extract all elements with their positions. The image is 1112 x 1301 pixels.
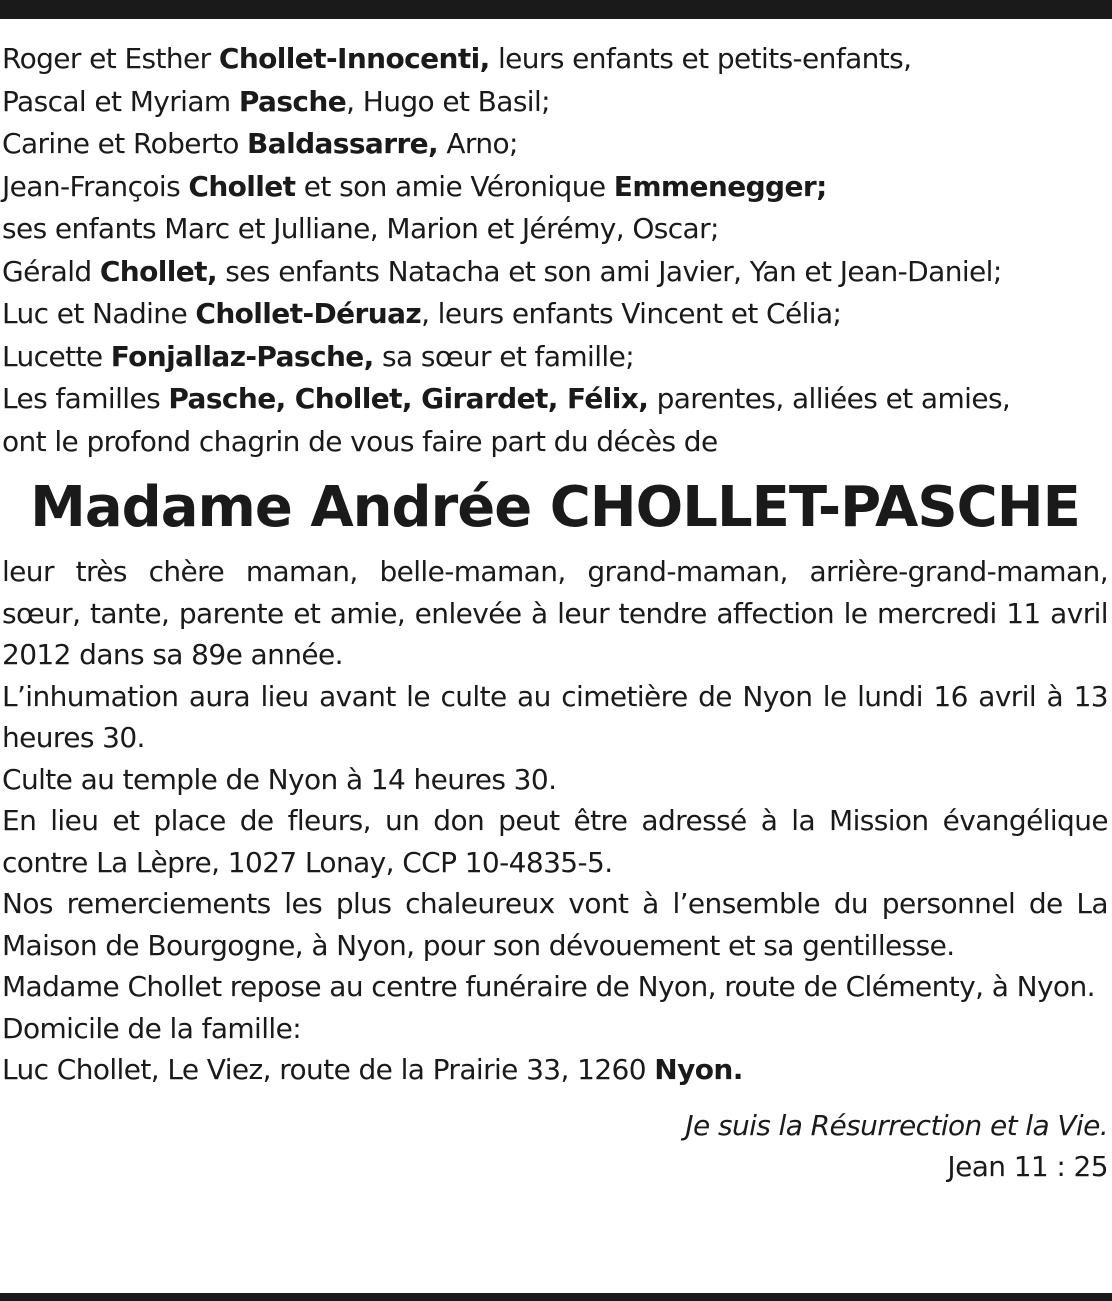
address-text: Luc Chollet, Le Viez, route de la Prairie 33, 1260 bbox=[2, 1053, 655, 1086]
family-name-bold: Chollet, bbox=[99, 254, 217, 288]
family-line-text: Gérald bbox=[2, 254, 100, 288]
obituary-notice bbox=[2, 38, 1108, 1187]
address-city: Nyon. bbox=[654, 1053, 743, 1086]
rest-place-paragraph: Madame Chollet repose au centre funéraire de Nyon, route de Clémenty, à Nyon. bbox=[2, 970, 1095, 1003]
family-name-bold: Chollet-Innocenti, bbox=[218, 42, 490, 75]
family-line bbox=[2, 38, 1108, 81]
family-name-bold: Pasche, Chollet, Girardet, Félix, bbox=[168, 382, 649, 415]
scripture-quote: Je suis la Résurrection et la Vie. bbox=[685, 1108, 1108, 1142]
family-line bbox=[2, 166, 1108, 209]
burial-paragraph: L’inhumation aura lieu avant le culte au cimetière de Nyon le lundi 16 avril à 13 heures 30. bbox=[2, 679, 1108, 754]
family-line-text: Arno; bbox=[438, 127, 518, 160]
family-line bbox=[2, 336, 1108, 379]
family-line bbox=[2, 378, 1108, 421]
family-line bbox=[2, 293, 1108, 336]
family-line bbox=[2, 251, 1108, 294]
top-rule bbox=[0, 0, 1112, 19]
family-line-text: leurs enfants et petits-enfants, bbox=[489, 42, 912, 75]
family-line-text: Les familles bbox=[2, 382, 169, 415]
family-line-text: Lucette bbox=[2, 339, 111, 373]
scripture-reference: Jean 11 : 25 bbox=[947, 1149, 1108, 1183]
family-line-text: Roger et Esther bbox=[2, 42, 219, 75]
family-name-bold: Emmenegger; bbox=[613, 169, 827, 203]
family-line-text: ont le profond chagrin de vous faire part du décès de bbox=[2, 424, 718, 458]
family-name-bold: Fonjallaz-Pasche, bbox=[110, 339, 374, 373]
tribute-paragraph: leur très chère maman, belle-maman, grand-maman, arrière-grand-maman, sœur, tante, parente et amie, enlevée à leur tendre affection le mercredi 11 avril 2012 dans sa 89e année. bbox=[2, 555, 1108, 671]
service-paragraph: Culte au temple de Nyon à 14 heures 30. bbox=[2, 762, 557, 796]
family-line-text: , leurs enfants Vincent et Célia; bbox=[421, 297, 842, 330]
family-name-bold: Baldassarre, bbox=[247, 127, 439, 160]
family-line-text: et son amie Véronique bbox=[295, 169, 614, 203]
family-line-text: Jean-François bbox=[2, 169, 189, 203]
family-address bbox=[2, 1049, 1108, 1091]
family-line-text: ses enfants Marc et Julliane, Marion et Jérémy, Oscar; bbox=[2, 212, 719, 245]
deceased-name: Madame Andrée CHOLLET-PASCHE bbox=[30, 475, 1080, 540]
family-line bbox=[2, 123, 1108, 166]
family-line-text: parentes, alliées et amies, bbox=[648, 382, 1011, 415]
family-line-text: sa sœur et famille; bbox=[373, 339, 635, 373]
family-name-bold: Chollet bbox=[188, 169, 296, 203]
bottom-rule bbox=[0, 1293, 1112, 1301]
family-line bbox=[2, 81, 1108, 124]
family-line-text: Carine et Roberto bbox=[2, 127, 248, 160]
family-name-bold: Chollet-Déruaz bbox=[195, 297, 422, 330]
family-line-text: Pascal et Myriam bbox=[2, 84, 239, 118]
family-domicile-label: Domicile de la famille: bbox=[2, 1011, 302, 1045]
donation-paragraph: En lieu et place de fleurs, un don peut être adressé à la Mission évangélique contre La Lèpre, 1027 Lonay, CCP 10-4835-5. bbox=[2, 804, 1108, 879]
family-line bbox=[2, 421, 1108, 464]
family-line-text: Luc et Nadine bbox=[2, 297, 196, 330]
family-name-bold: Pasche bbox=[238, 84, 347, 118]
family-line bbox=[2, 208, 1108, 251]
family-line-text: , Hugo et Basil; bbox=[346, 84, 550, 118]
thanks-paragraph: Nos remerciements les plus chaleureux vont à l’ensemble du personnel de La Maison de Bourgogne, à Nyon, pour son dévouement et sa gentillesse. bbox=[2, 887, 1108, 962]
family-line-text: ses enfants Natacha et son ami Javier, Yan et Jean-Daniel; bbox=[217, 254, 1002, 288]
